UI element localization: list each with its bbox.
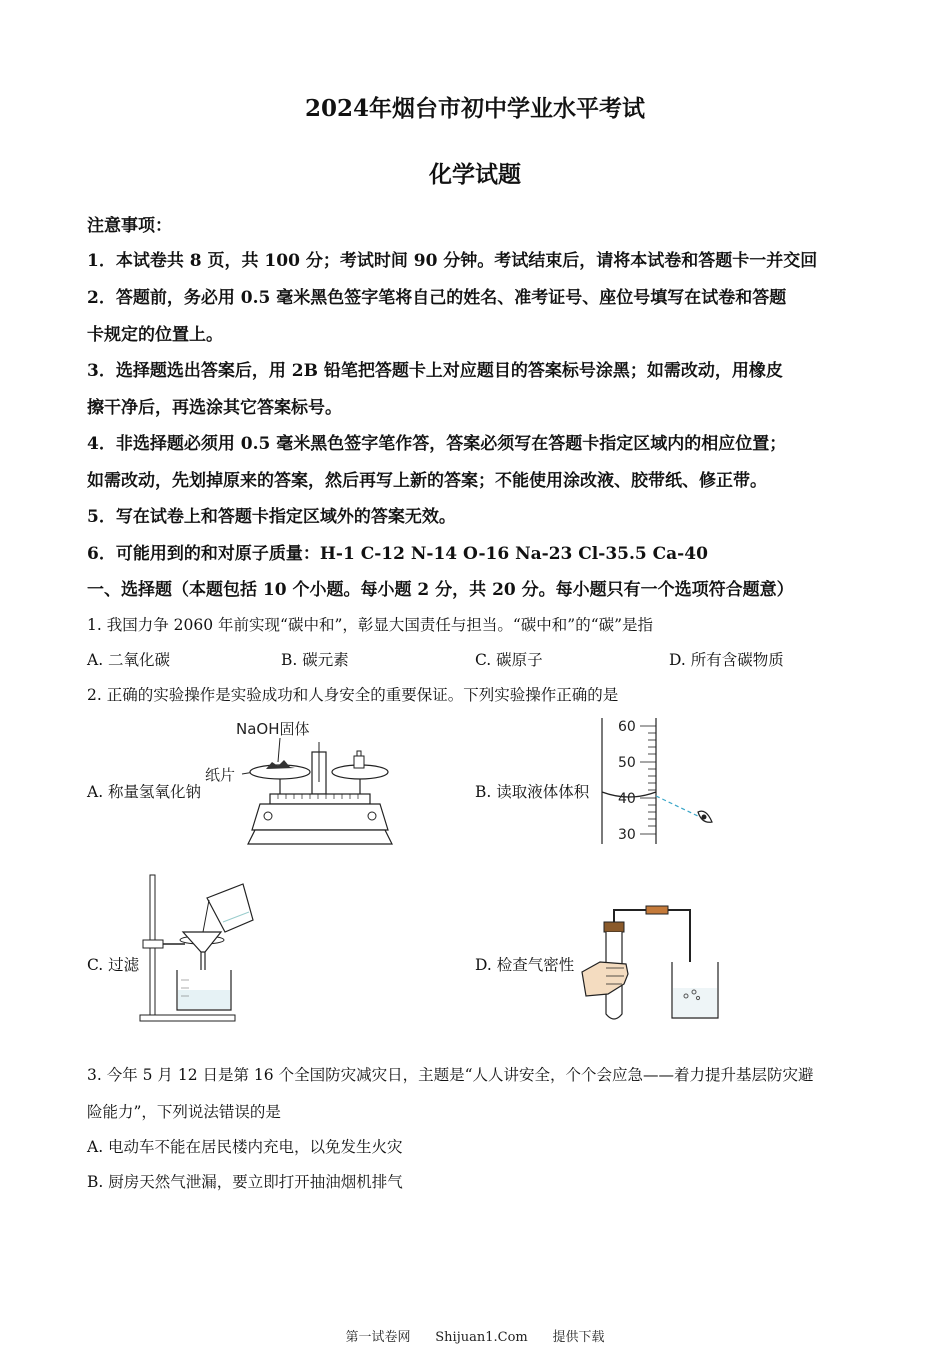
footer-note: 提供下载: [552, 1330, 605, 1345]
tick-50: 50: [618, 755, 636, 771]
q3-option-a: A. 电动车不能在居民楼内充电，以免发生火灾: [87, 1138, 403, 1156]
notice-line-3b: 擦干净后，再选涂其它答案标号。: [87, 398, 342, 418]
page-subtitle: 化学试题: [429, 161, 521, 188]
notice-line-3: 3．选择题选出答案后，用 2B 铅笔把答题卡上对应题目的答案标号涂黑；如需改动，用橡皮: [87, 361, 783, 381]
q2-option-b: B. 读取液体体积: [475, 783, 590, 801]
q3-option-b: B. 厨房天然气泄漏，要立即打开抽油烟机排气: [87, 1173, 403, 1191]
q1-option-a: A. 二氧化碳: [87, 651, 171, 669]
q2-option-d: D. 检查气密性: [475, 956, 575, 974]
q1-option-c: C. 碳原子: [475, 651, 543, 669]
airtight-figure: [578, 902, 728, 1026]
section-heading: 一、选择题（本题包括 10 个小题。每小题 2 分，共 20 分。每小题只有一个选项符合题意）: [87, 580, 794, 600]
q1-stem: 1. 我国力争 2060 年前实现“碳中和”，彰显大国责任与担当。“碳中和”的“碳”是指: [87, 616, 654, 634]
notice-line-2b: 卡规定的位置上。: [87, 325, 223, 345]
q3-stem-line2: 险能力”，下列说法错误的是: [87, 1103, 281, 1121]
notice-line-1: 1．本试卷共 8 页，共 100 分；考试时间 90 分钟。考试结束后，请将本试卷和答题卡一并交回: [87, 251, 818, 271]
notice-heading: 注意事项：: [87, 216, 172, 236]
notice-line-6: 6．可能用到的和对原子质量：H-1 C-12 N-14 O-16 Na-23 Cl-35.5 Ca-40: [87, 544, 708, 564]
notice-line-2: 2．答题前，务必用 0.5 毫米黑色签字笔将自己的姓名、准考证号、座位号填写在试卷和答题: [87, 288, 787, 308]
footer-domain: Shijuan1.Com: [435, 1330, 528, 1345]
cylinder-figure: [590, 712, 730, 854]
filtration-figure: [135, 870, 265, 1026]
tick-30: 30: [618, 827, 636, 843]
footer-site: 第一试卷网: [345, 1330, 411, 1345]
naoh-label: NaOH固体: [236, 720, 310, 738]
tick-60: 60: [618, 719, 636, 735]
q2-stem: 2. 正确的实验操作是实验成功和人身安全的重要保证。下列实验操作正确的是: [87, 686, 619, 704]
tick-40: 40: [618, 791, 636, 807]
notice-line-5: 5．写在试卷上和答题卡指定区域外的答案无效。: [87, 507, 456, 527]
balance-figure: [200, 712, 400, 854]
q1-option-d: D. 所有含碳物质: [669, 651, 784, 669]
notice-line-4: 4．非选择题必须用 0.5 毫米黑色签字笔作答，答案必须写在答题卡指定区域内的相应位置；: [87, 434, 787, 454]
q2-option-c: C. 过滤: [87, 956, 140, 974]
notice-line-4b: 如需改动，先划掉原来的答案，然后再写上新的答案；不能使用涂改液、胶带纸、修正带。: [87, 471, 767, 491]
q2-option-a: A. 称量氢氧化钠: [87, 783, 202, 801]
q3-stem-line1: 3. 今年 5 月 12 日是第 16 个全国防灾减灾日，主题是“人人讲安全，个个会应急——着力提升基层防灾避: [87, 1066, 814, 1084]
page-title: 2024年烟台市初中学业水平考试: [304, 95, 645, 122]
q1-option-b: B. 碳元素: [281, 651, 349, 669]
paper-label: 纸片: [205, 766, 236, 784]
page-footer: [0, 1326, 950, 1345]
